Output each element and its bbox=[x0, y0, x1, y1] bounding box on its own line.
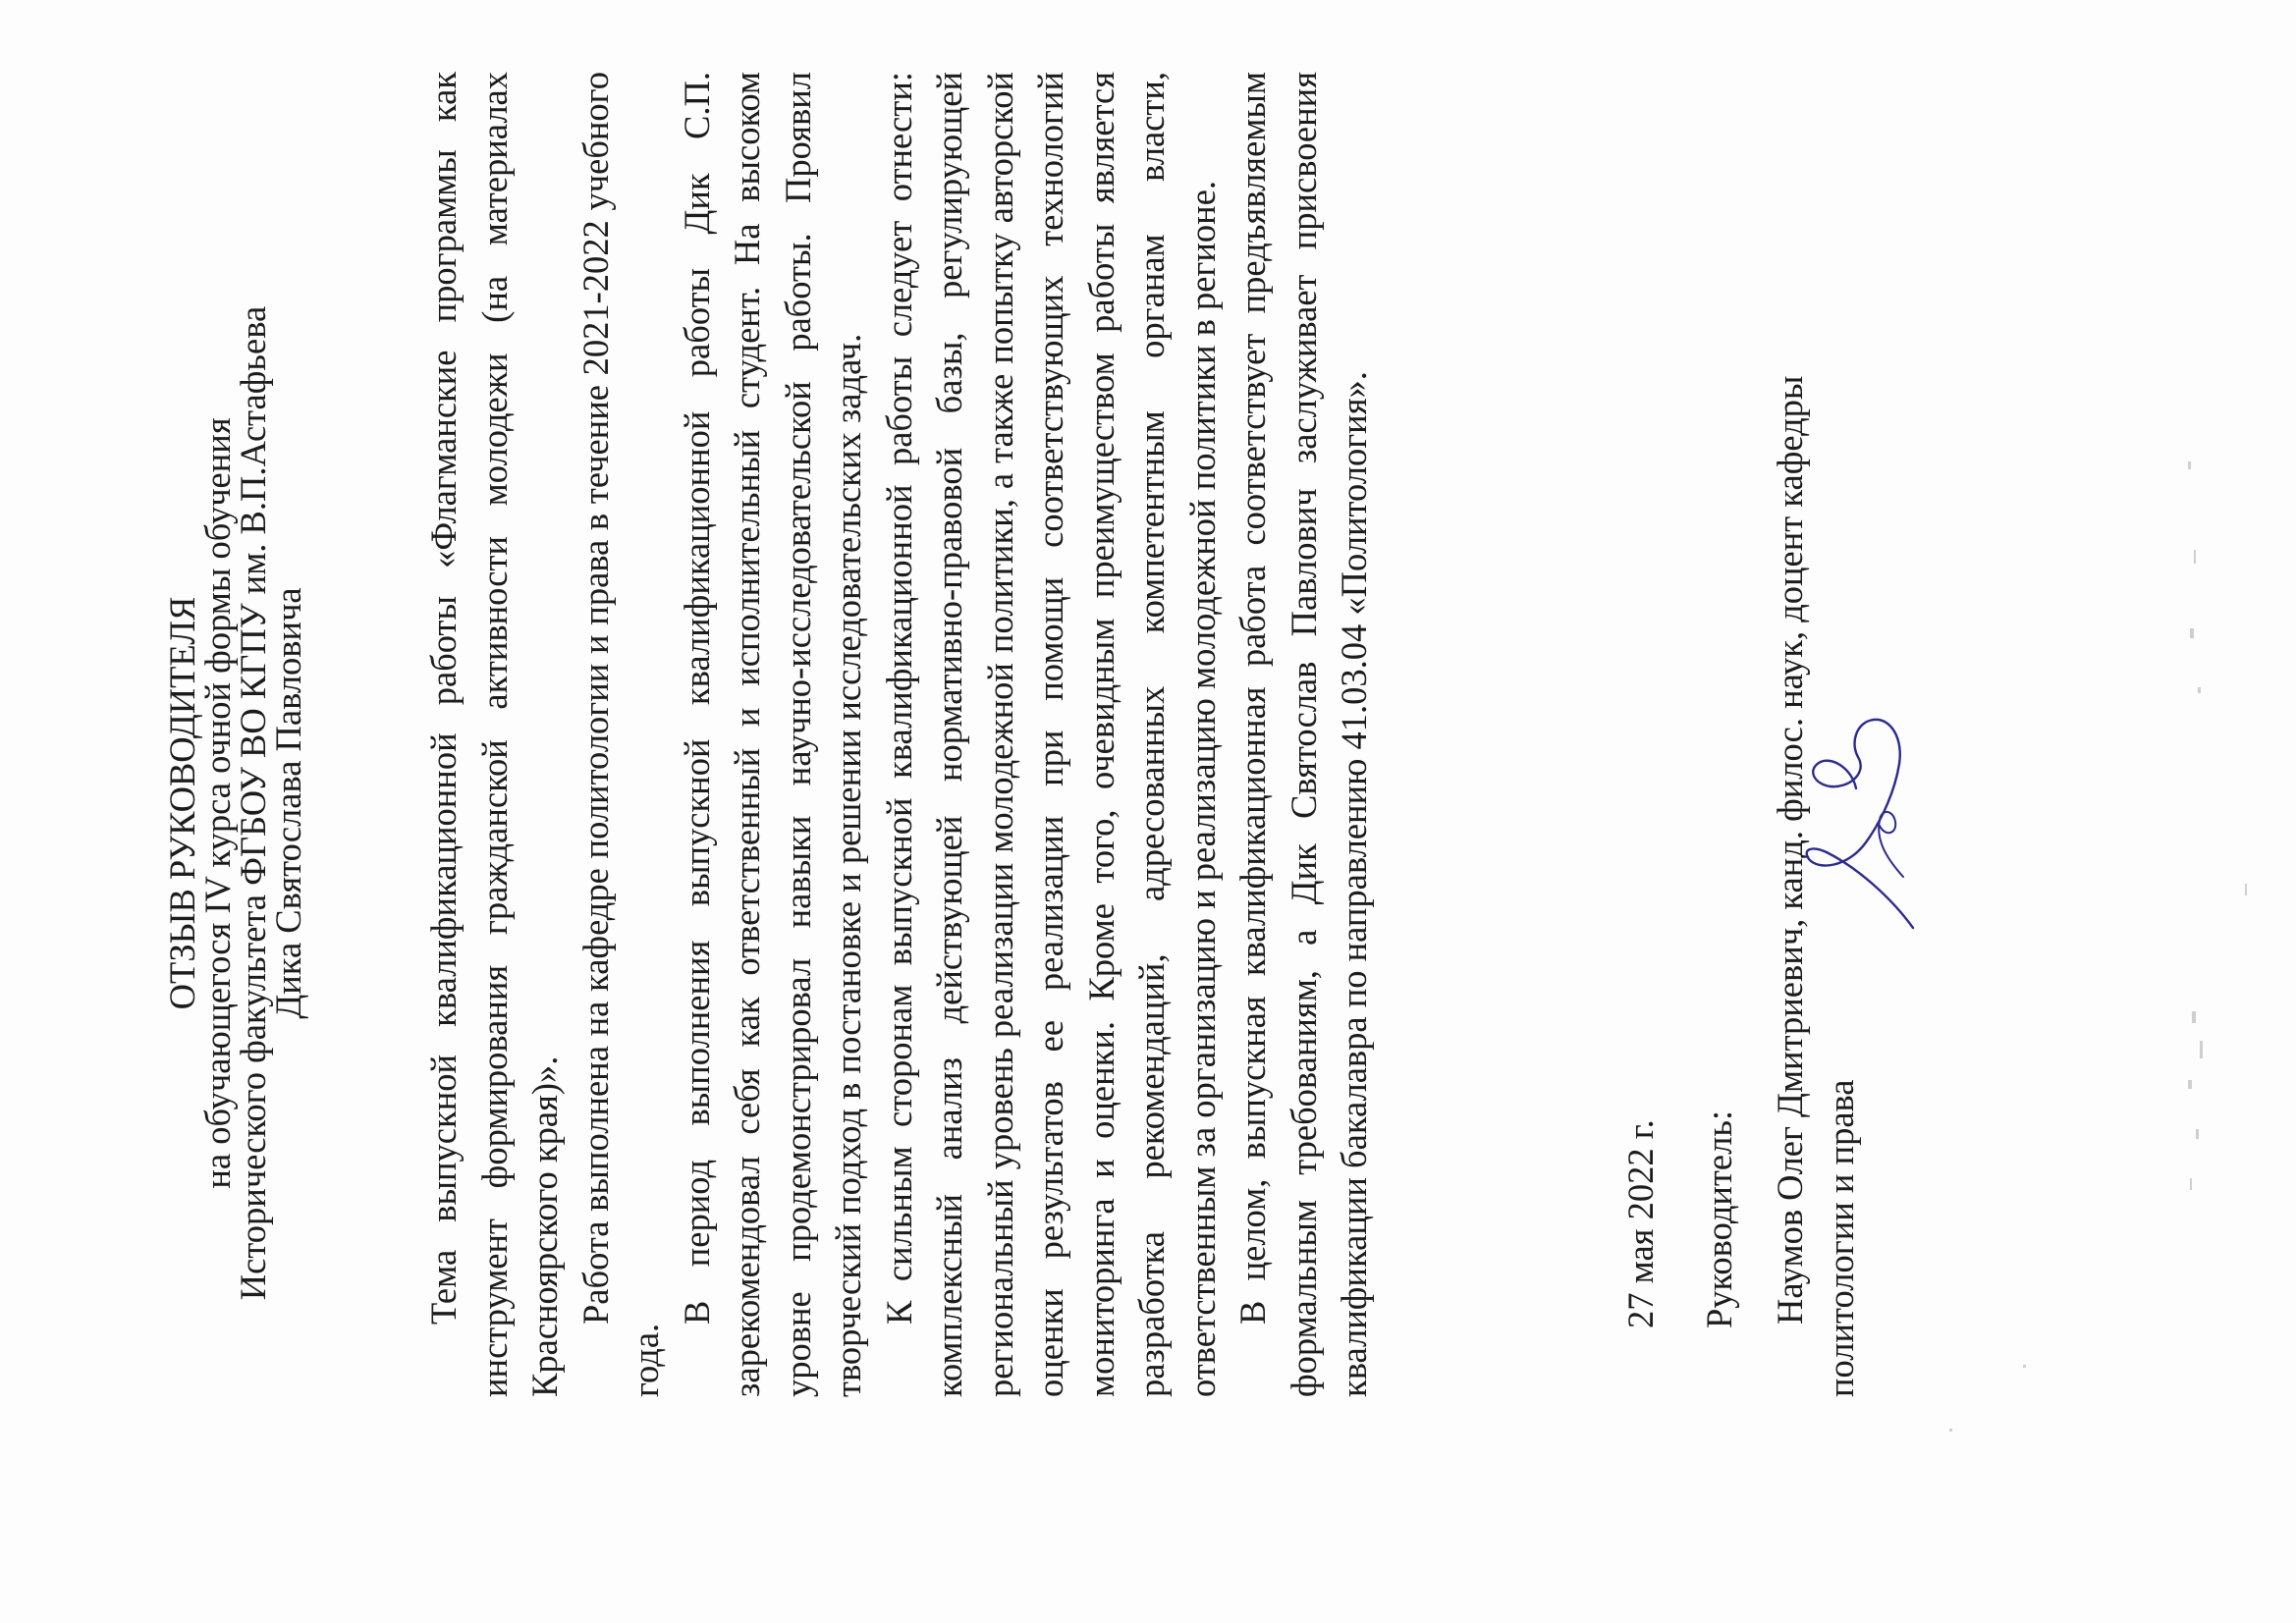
paragraph-performance: В период выполнения выпускной квалификационной работы Дик С.П. зарекомендовал себя как ответственный и исполнительный студент. На высоком уровне продемонстрировал навыки научно-исследовательской работы. Проявил творческий подход в постановке и решении исследовательских задач. bbox=[676, 72, 868, 1397]
document-title: ОТЗЫВ РУКОВОДИТЕЛЯ bbox=[162, 596, 202, 1010]
paragraph-department: Работа выполнена на кафедре политологии и права в течение 2021-2022 учебного года. bbox=[574, 72, 666, 1397]
header-line-course: на обучающегося IV курса очной формы обучения bbox=[197, 417, 238, 1189]
signer-department-line: политологии и права bbox=[1820, 1079, 1861, 1397]
document-header bbox=[162, 150, 308, 1456]
supervisor-label: Руководитель: bbox=[1699, 1109, 1739, 1328]
handwritten-signature bbox=[1797, 710, 1920, 936]
paragraph-topic: Тема выпускной квалификационной работы «Флагманские программы как инструмент формирования гражданской активности молодежи (на материалах Красноярского края)». bbox=[423, 72, 565, 1397]
signer-name-line: Наумов Олег Дмитриевич, канд. филос. наук, доцент кафедры bbox=[1770, 375, 1810, 1325]
document-date: 27 мая 2022 г. bbox=[1620, 1119, 1661, 1328]
paragraph-conclusion: В целом, выпускная квалификационная работа соответствует предъявляемым формальным требованиям, а Дик Святослав Павлович заслуживает присвоения квалификации бакалавра по направлению 41.03.04 «Политология». bbox=[1232, 72, 1374, 1397]
header-line-faculty: Исторического факультета ФГБОУ ВО КГПУ им. В.П.Астафьева bbox=[233, 305, 273, 1301]
paragraph-strengths: К сильным сторонам выпускной квалификационной работы следует отнести: комплексный анализ действующей нормативно-правовой базы, регулирующей региональный уровень реализации молодежной политики, а также попытку авторской оценки результатов ее реализации при помощи соответствующих технологий мониторинга и оценки. Кроме того, очевидным преимуществом работы является разработка рекомендаций, адресованных компетентным органам власти, ответственным за организацию и реализацию молодежной политики в регионе. bbox=[878, 72, 1223, 1397]
header-line-student: Дика Святослава Павловича bbox=[268, 587, 308, 1019]
document-body bbox=[418, 72, 1380, 1397]
